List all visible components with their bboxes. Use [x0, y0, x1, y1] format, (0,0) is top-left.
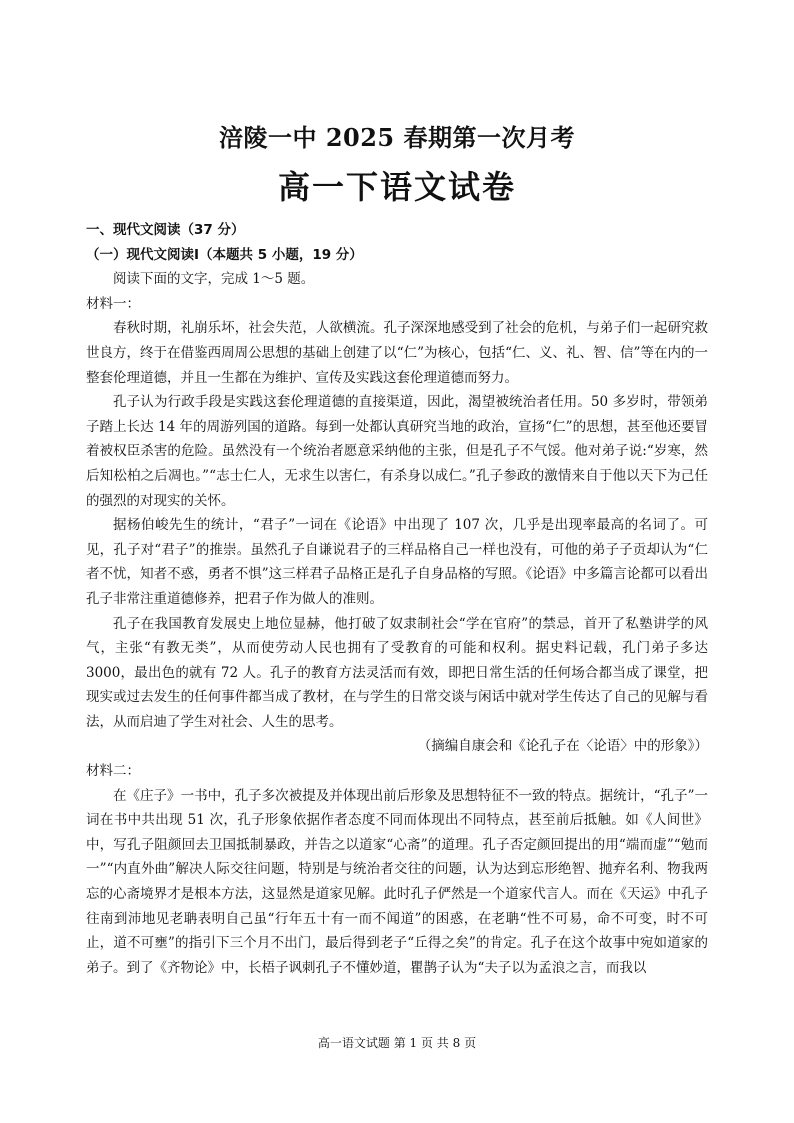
material2-paragraph: 在《庄子》一书中，孔子多次被提及并体现出前后形象及思想特征不一致的特点。据统计，“孔子”一词在书中共出现 51 次，孔子形象依据作者态度不同而体现出不同特点，甚至前后抵触。如《人间世》中，写孔子阻颜回去卫国抵制暴政，并告之以道家“心斋”的道理。孔子否定颜回提出的用“端而虚”“勉而一”“内直外曲”解决人际交往问题，特别是与统治者交往的问题，认为达到忘形绝智、抛弃名利、物我两忘的心斋境界才是根本方法，这显然是道家见解。此时孔子俨然是一个道家代言人。而在《天运》中孔子往南到沛地见老聃表明自己虽“行年五十有一而不闻道”的困惑，在老聃“性不可易，命不可变，时不可止，道不可壅”的指引下三个月不出门，最后得到老子“丘得之矣”的肯定。孔子在这个故事中宛如道家的弟子。到了《齐物论》中，长梧子讽刺孔子不懂妙道，瞿鹊子认为“夫子以为孟浪之言，而我以: [86, 787, 708, 976]
instruction-text: 阅读下面的文字，完成 1～5 题。: [113, 271, 315, 288]
section-heading: 一、现代文阅读（37 分）: [86, 222, 245, 238]
sub-section-heading: （一）现代文阅读Ⅰ（本题共 5 小题，19 分）: [86, 246, 363, 263]
exam-subtitle: 高一下语文试卷: [277, 168, 516, 206]
exam-title: 涪陵一中 2025 春期第一次月考: [218, 123, 575, 152]
exam-content: [86, 218, 708, 980]
material1-paragraph: 孔子认为行政手段是实践这套伦理道德的直接渠道，因此，渴望被统治者任用。50 多岁时，带领弟子踏上长达 14 年的周游列国的道路。每到一处都认真研究当地的政治，宣扬“仁”的思想，甚至他还要冒着被权臣杀害的危险。虽然没有一个统治者愿意采纳他的主张，但是孔子不气馁。他对弟子说:“岁寒，然后知松柏之后凋也。”“志士仁人，无求生以害仁，有杀身以成仁。”孔子参政的激情来自于他以天下为己任的强烈的对现实的关怀。: [86, 394, 708, 509]
material1-paragraph: 孔子在我国教育发展史上地位显赫，他打破了奴隶制社会“学在官府”的禁忌，首开了私塾讲学的风气，主张“有教无类”，从而使劳动人民也拥有了受教育的可能和权利。据史料记载，孔门弟子多达 3000，最出色的就有 72 人。孔子的教育方法灵活而有效，即把日常生活的任何场合都当成了课堂，把现实或过去发生的任何事件都当成了教材，在与学生的日常交谈与闲话中就对学生传达了自己的见解与看法，从而启迪了学生对社会、人生的思考。: [86, 615, 708, 730]
material1-source: （摘编自康会和《论孔子在〈论语〉中的形象》）: [417, 738, 708, 755]
material1-paragraph: 春秋时期，礼崩乐坏，社会失范，人欲横流。孔子深深地感受到了社会的危机，与弟子们一起研究救世良方，终于在借鉴西周周公思想的基础上创建了以“仁”为核心，包括“仁、义、礼、智、信”等在内的一整套伦理道德，并且一生都在为维护、宣传及实践这套伦理道德而努力。: [86, 320, 708, 386]
material1-label: 材料一：: [86, 295, 140, 312]
material2-label: 材料二：: [86, 763, 140, 780]
material1-paragraph: 据杨伯峻先生的统计，“君子”一词在《论语》中出现了 107 次，几乎是出现率最高的名词了。可见，孔子对“君子”的推崇。虽然孔子自谦说君子的三样品格自己一样也没有，可他的弟子子贡却认为“仁者不忧，知者不惑，勇者不惧”这三样君子品格正是孔子自身品格的写照。《论语》中多篇言论都可以看出孔子非常注重道德修养，把君子作为做人的准则。: [86, 517, 708, 607]
page-footer: 高一语文试题 第 1 页 共 8 页: [317, 1036, 477, 1050]
